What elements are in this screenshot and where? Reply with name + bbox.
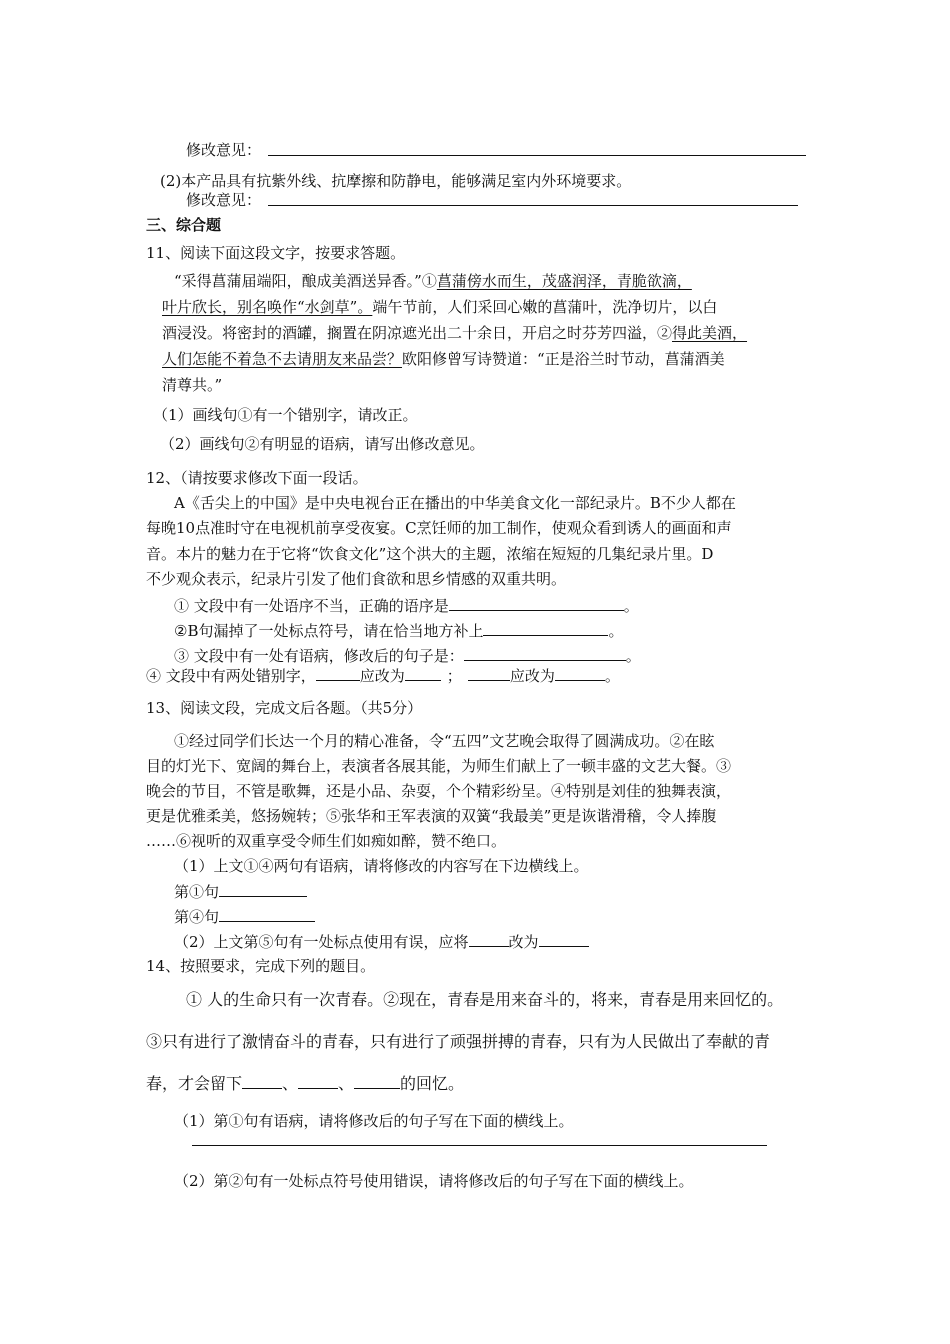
q11-underlined-sentence-1: 菖蒲傍水而生，茂盛润泽，青脆欲滴，	[436, 272, 692, 290]
q14-blank-2[interactable]	[298, 1073, 338, 1089]
q13-sub-question-1: （1）上文①④两句有语病，请将修改的内容写在下边横线上。	[174, 857, 589, 875]
q11-underlined-sentence-2-cont: 人们怎能不着急不去请朋友来品尝？	[162, 350, 403, 368]
q12-sub-3-end: 。	[625, 647, 641, 665]
q11-text: 酒浸没。将密封的酒罐，搁置在阴凉遮光出二十余日，开启之时芬芳四溢，②	[162, 324, 673, 342]
q13-paragraph-line-2: 目的灯光下、宽阔的舞台上，表演者各展其能，为师生们献上了一顿丰盛的文艺大餐。③	[146, 757, 732, 775]
q11-underlined-sentence-1-cont: 叶片欣长，别名唤作“水剑草”。	[162, 298, 373, 316]
q12-blank-4d[interactable]	[555, 665, 605, 681]
q12-sub-question-1	[174, 595, 639, 616]
q13-paragraph-line-3: 晚会的节目，不管是歌舞，还是小品、杂耍，个个精彩纷呈。④特别是刘佳的独舞表演，	[146, 782, 732, 800]
q13-title: 13、阅读文段，完成文后各题。（共5分）	[146, 699, 423, 717]
q14-p3-text: 春，才会留下	[146, 1074, 243, 1093]
q12-sub-4-end: 。	[604, 667, 620, 685]
section-3-heading: 三、综合题	[146, 216, 222, 234]
q11-title: 11、阅读下面这段文字，按要求答题。	[146, 244, 406, 262]
q13-sub-question-2	[174, 931, 589, 952]
q12-paragraph-line-3: 音。本片的魅力在于它将“饮食文化”这个洪大的主题，浓缩在短短的几集纪录片里。D	[146, 545, 714, 563]
q12-sub-4-semicolon: ；	[446, 667, 462, 685]
q14-paragraph-line-3	[146, 1073, 464, 1094]
q14-sub-question-1: （1）第①句有语病，请将修改后的句子写在下面的横线上。	[174, 1112, 574, 1130]
q14-answer-line-1[interactable]	[192, 1145, 767, 1146]
q13-blank-4[interactable]	[539, 931, 589, 947]
q12-title: 12、（请按要求修改下面一段话。	[146, 469, 368, 487]
q11-paragraph-line-3	[162, 323, 747, 343]
q12-blank-1[interactable]	[449, 595, 624, 611]
q14-blank-1[interactable]	[242, 1073, 282, 1089]
q13-sentence-4-line	[174, 906, 315, 927]
q11-sub-question-2: （2）画线句②有明显的语病，请写出修改意见。	[160, 435, 485, 453]
q12-sub-1-text: ① 文段中有一处语序不当，正确的语序是	[174, 597, 449, 615]
q13-paragraph-line-4: 更是优雅柔美，悠扬婉转；⑤张华和王军表演的双簧“我最美”更是诙谐滑稽，令人捧腹	[146, 807, 717, 825]
q14-paragraph-line-2: ③只有进行了激情奋斗的青春，只有进行了顽强拼搏的青春，只有为人民做出了奉献的青	[146, 1032, 771, 1051]
q11-quote-text: “采得菖蒲届端阳，酿成美酒送异香。”①	[174, 272, 437, 290]
q12-sub-2-end: 。	[608, 622, 624, 640]
q13-sentence-1-line	[174, 881, 307, 902]
q12-blank-2[interactable]	[483, 620, 608, 636]
q12-blank-3[interactable]	[464, 645, 626, 661]
q13-paragraph-line-5: ……⑥视听的双重享受令师生们如痴如醉，赞不绝口。	[146, 832, 507, 850]
answer-line-2[interactable]	[268, 205, 798, 206]
q14-p3-end: 的回忆。	[400, 1074, 465, 1093]
q12-sub-question-3	[174, 645, 641, 666]
q12-sub-3-text: ③ 文段中有一处有语病，修改后的句子是：	[174, 647, 464, 665]
opinion-label-1: 修改意见：	[186, 141, 262, 159]
opinion-label-2: 修改意见：	[186, 191, 262, 209]
q12-blank-4b[interactable]	[405, 665, 441, 681]
q14-sep-2: 、	[338, 1074, 355, 1093]
q13-sentence-4-label: 第④句	[174, 908, 220, 926]
q13-sub-2-text: （2）上文第⑤句有一处标点使用有误，应将	[174, 933, 469, 951]
q12-sub-question-2	[174, 620, 624, 641]
q11-paragraph-line-5: 清尊共。”	[162, 376, 223, 394]
q13-sentence-1-label: 第①句	[174, 883, 220, 901]
q11-text: 欧阳修曾写诗赞道：“正是浴兰时节动，菖蒲酒美	[402, 350, 725, 368]
q13-blank-3[interactable]	[469, 931, 509, 947]
q11-paragraph-line-4	[162, 349, 725, 369]
q11-text: 端午节前，人们采回心嫩的菖蒲叶，洗净切片，以白	[372, 298, 718, 316]
q12-sub-4-text: ④ 文段中有两处错别字，	[146, 667, 316, 685]
q14-blank-3[interactable]	[354, 1073, 400, 1089]
q12-sub-question-4	[146, 665, 620, 686]
q12-blank-4a[interactable]	[316, 665, 360, 681]
q14-paragraph-line-1: ① 人的生命只有一次青春。②现在，青春是用来奋斗的，将来，青春是用来回忆的。	[186, 990, 784, 1009]
q12-sub-4-should: 应改为	[359, 667, 405, 685]
q12-sub-1-end: 。	[623, 597, 639, 615]
q11-underlined-sentence-2: 得此美酒，	[672, 324, 748, 342]
q12-paragraph-line-4: 不少观众表示，纪录片引发了他们食欲和思乡情感的双重共明。	[146, 570, 567, 588]
q12-paragraph-line-2: 每晚10点准时守在电视机前享受夜宴。C烹饪师的加工制作，使观众看到诱人的画面和声	[146, 519, 732, 537]
q13-paragraph-line-1: ①经过同学们长达一个月的精心准备，令“五四”文艺晚会取得了圆满成功。②在眩	[174, 732, 715, 750]
q14-title: 14、按照要求，完成下列的题目。	[146, 957, 376, 975]
q12-sub-2-text: ②B句漏掉了一处标点符号，请在恰当地方补上	[174, 622, 484, 640]
q12-paragraph-line-1: A《舌尖上的中国》是中央电视台正在播出的中华美食文化一部纪录片。B不少人都在	[174, 494, 736, 512]
q13-sub-2-change: 改为	[508, 933, 539, 951]
q12-sub-4-should-2: 应改为	[509, 667, 555, 685]
q14-sep-1: 、	[282, 1074, 299, 1093]
q12-blank-4c[interactable]	[468, 665, 510, 681]
q14-sub-question-2: （2）第②句有一处标点符号使用错误，请将修改后的句子写在下面的横线上。	[174, 1172, 694, 1190]
q13-blank-2[interactable]	[219, 906, 315, 922]
q13-blank-1[interactable]	[219, 881, 307, 897]
answer-line-1[interactable]	[268, 155, 806, 156]
item-2-text: (2)本产品具有抗紫外线、抗摩擦和防静电，能够满足室内外环境要求。	[160, 172, 632, 190]
q11-paragraph-line-1	[174, 271, 692, 291]
q11-paragraph-line-2	[162, 297, 717, 317]
q11-sub-question-1: （1）画线句①有一个错别字，请改正。	[153, 406, 418, 424]
